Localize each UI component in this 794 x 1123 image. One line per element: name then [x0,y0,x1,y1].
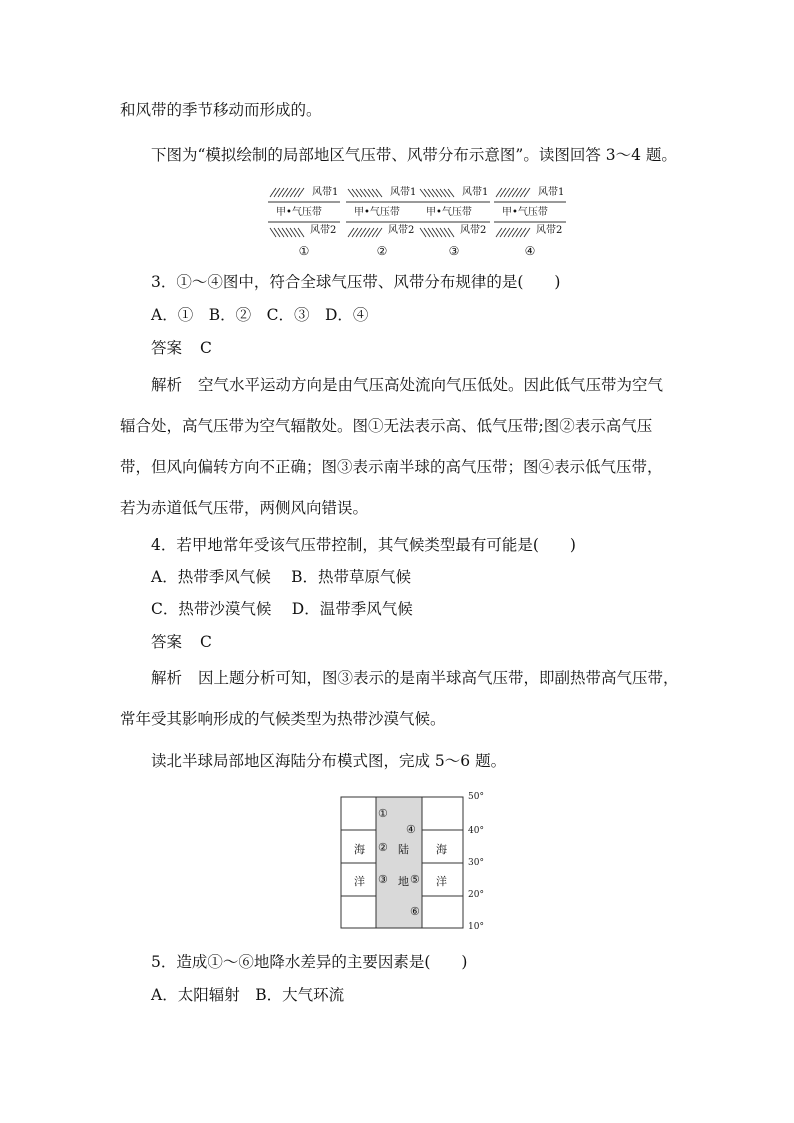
q5-stem: 5．造成①～⑥地降水差异的主要因素是( ) [151,953,468,971]
q4-options-row-1: A．热带季风气候 B．热带草原气候 [151,568,412,586]
belt-2-number: ② [376,244,388,258]
left-sea-label-top: 海 [354,843,365,856]
belt-3-top-label: 风带1 [462,187,489,198]
belt-2-middle-label: 甲•气压带 [354,207,400,218]
belt-1-bottom-label: 风带2 [310,225,337,236]
land-label-top: 陆 [398,843,409,856]
belt-4-top-label: 风带1 [538,187,565,198]
q56-prompt: 读北半球局部地区海陆分布模式图，完成 5～6 题。 [151,752,507,770]
latitude-20: 20° [468,890,484,900]
q3-analysis-line-1 [151,375,663,395]
q4-analysis-line-2: 常年受其影响形成的气候类型为热带沙漠气候。 [120,710,446,728]
belt-1-middle-label: 甲•气压带 [276,207,322,218]
sea-land-map [340,792,500,936]
belt-panel-2 [346,185,418,247]
q3-analysis-line-4: 若为赤道低气压带，两侧风向错误。 [120,499,369,517]
latitude-40: 40° [468,826,484,836]
answer-label: 答案 [151,339,183,357]
belt-2-bottom-label: 风带2 [388,225,415,236]
belt-2-top-label: 风带1 [390,187,417,198]
point-1: ① [378,807,388,820]
belt-panel-3 [418,185,490,247]
analysis-label: 解析 [151,376,183,394]
latitude-10: 10° [468,922,484,932]
point-4: ④ [406,823,416,836]
answer-value: C [200,633,212,651]
left-sea-label-bottom: 洋 [354,875,365,888]
point-2: ② [378,841,388,854]
land-label-bottom: 地 [398,875,409,888]
q5-options: A．太阳辐射 B．大气环流 [151,986,345,1004]
analysis-label: 解析 [151,669,183,687]
q3-answer [151,338,212,358]
right-sea-label-bottom: 洋 [436,875,447,888]
latitude-50: 50° [468,792,484,802]
q4-analysis-line-1 [151,668,679,688]
intro-text: 和风带的季节移动而形成的。 [120,101,322,119]
latitude-30: 30° [468,858,484,868]
belt-3-number: ③ [448,244,460,258]
answer-label: 答案 [151,633,183,651]
analysis-text: 因上题分析可知，图③表示的是南半球高气压带，即副热带高气压带， [198,669,679,687]
point-6: ⑥ [410,905,420,918]
point-5: ⑤ [410,873,420,886]
belt-4-bottom-label: 风带2 [536,225,563,236]
belt-1-number: ① [298,244,310,258]
q3-options: A．① B．② C．③ D．④ [151,306,369,324]
q3-analysis-line-2: 辐合处，高气压带为空气辐散处。图①无法表示高、低气压带;图②表示高气压 [120,417,653,435]
belt-4-number: ④ [524,244,536,258]
belt-panel-4 [494,185,566,247]
belt-1-top-label: 风带1 [312,187,339,198]
belt-4-middle-label: 甲•气压带 [502,207,548,218]
q34-prompt: 下图为“模拟绘制的局部地区气压带、风带分布示意图”。读图回答 3～4 题。 [151,146,677,164]
q3-stem: 3．①～④图中，符合全球气压带、风带分布规律的是( ) [151,273,561,291]
belt-panel-1 [268,185,340,247]
belt-3-middle-label: 甲•气压带 [426,207,472,218]
q4-options-row-2: C．热带沙漠气候 D．温带季风气候 [151,600,413,618]
q4-stem: 4．若甲地常年受该气压带控制，其气候类型最有可能是( ) [151,536,576,554]
q4-answer [151,632,212,652]
right-sea-label-top: 海 [436,843,447,856]
q3-analysis-line-3: 带，但风向偏转方向不正确；图③表示南半球的高气压带；图④表示低气压带， [120,458,663,476]
answer-value: C [200,339,212,357]
analysis-text: 空气水平运动方向是由气压高处流向气压低处。因此低气压带为空气 [198,376,664,394]
point-3: ③ [378,873,388,886]
belt-3-bottom-label: 风带2 [460,225,487,236]
